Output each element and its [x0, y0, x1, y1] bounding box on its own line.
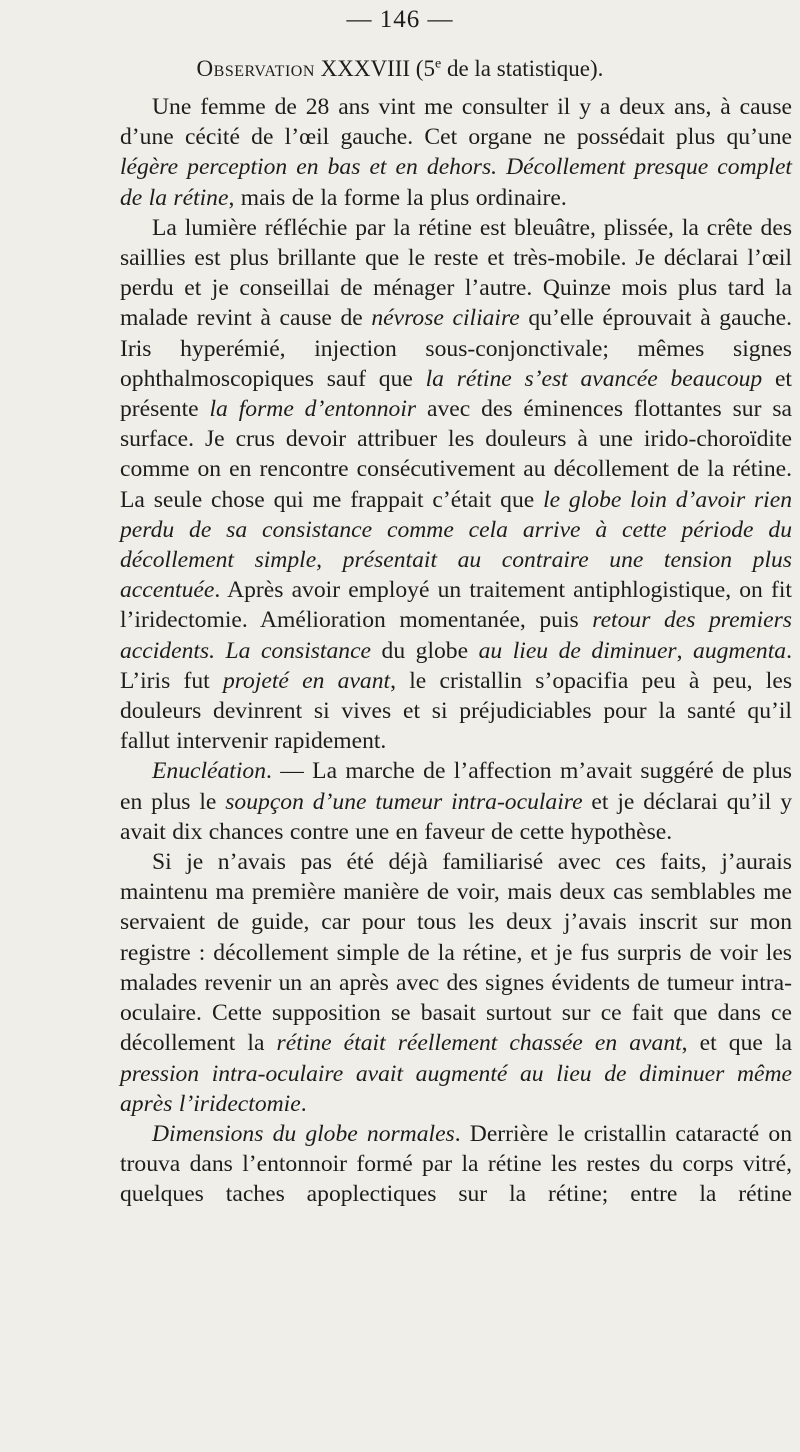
italic-text-segment: la rétine s’est avancée beaucoup [425, 365, 763, 392]
italic-text-segment: légère perception en bas et en dehors. Décollement presque complet de la rétine [120, 154, 792, 211]
italic-text-segment: le globe loin d’avoir rien perdu de sa consistance comme cela arrive à cette période du décollement simple, présentait au contraire une tension plus accentuée [120, 486, 792, 604]
paragraph-case-intro [120, 92, 792, 213]
text-segment: . Derrière le cristallin cataracté on trouva dans l’entonnoir formé par la rétine les restes du corps vitré, quelques taches apoplectiques sur la rétine; entre la rétine [120, 1120, 792, 1208]
page-number: — 146 — [346, 6, 454, 33]
italic-text-segment: Dimensions du globe normales [152, 1120, 455, 1147]
text-segment: . L’iris fut [120, 637, 792, 694]
paragraph-dimensions [120, 1119, 792, 1210]
text-segment: qu’elle éprouvait à gauche. Iris hyperémié, injection sous-conjonctivale; mêmes signes ophthalmoscopiques sauf que [120, 305, 793, 392]
italic-text-segment: au lieu de diminuer [478, 637, 677, 664]
paragraph-diagnosis-reasoning [120, 847, 792, 1119]
text-segment: , et que la [681, 1030, 793, 1057]
text-segment: du globe [371, 637, 479, 664]
text-segment: avec des éminences flottantes sur sa surface. Je crus devoir attribuer les douleurs à une irido-choroïdite comme on en rencontre consécutivement au décollement de la rétine. La seule chose qui me frappait c’était que [120, 396, 792, 513]
text-segment: , le cristallin s’opacifia peu à peu, les douleurs devinrent si vives et si préjudiciables pour la santé qu’il fallut intervenir rapidement. [120, 667, 792, 755]
paragraph-enucleation [120, 756, 792, 847]
text-segment: et présente [120, 365, 792, 423]
italic-text-segment: Enucléation [152, 758, 267, 785]
text-segment: . [300, 1090, 307, 1117]
italic-text-segment: rétine était réellement chassée en avant [276, 1030, 682, 1057]
observation-heading [0, 56, 800, 82]
text-segment: , [676, 637, 694, 664]
text-segment: Une femme de 28 ans vint me consulter il y a deux ans, à cause d’une cécité de l’œil gauche. Cet organe ne possédait plus qu’une [120, 94, 792, 151]
italic-text-segment: pression intra-oculaire avait augmenté au lieu de diminuer même après l’iridectomie [120, 1060, 792, 1117]
body-text [120, 92, 792, 1210]
italic-text-segment: projeté en avant [222, 667, 391, 694]
text-segment: . Après avoir employé un traitement antiphlogistique, on fit l’iridectomie. Amélioration momentanée, puis [120, 577, 792, 634]
text-segment: La lumière réfléchie par la rétine est bleuâtre, plissée, la crête des saillies est plus brillante que le reste et très-mobile. Je déclarai l’œil perdu et je conseillai de ménager l’autre. Quinze mois plus tard la malade revint à cause de [120, 214, 792, 332]
italic-text-segment: névrose ciliaire [371, 305, 520, 332]
heading-superscript: e [434, 56, 442, 72]
italic-text-segment: retour des premiers accidents. La consistance [120, 607, 792, 664]
text-segment: , mais de la forme la plus ordinaire. [228, 184, 567, 211]
text-segment: et je déclarai qu’il y avait dix chances contre une en faveur de cette hypothèse. [120, 788, 792, 845]
heading-label: Observation [196, 56, 315, 81]
heading-suffix: de la statistique). [441, 56, 604, 81]
paragraph-clinical-course [120, 213, 792, 757]
text-segment: . — La marche de l’affection m’avait suggéré de plus en plus le [120, 758, 792, 815]
italic-text-segment: soupçon d’une tumeur intra-oculaire [225, 788, 583, 815]
text-segment: Si je n’avais pas été déjà familiarisé avec ces faits, j’aurais maintenu ma première manière de voir, mais deux cas semblables me servaient de guide, car pour tous les deux j’avais inscrit sur mon registre : décollement simple de la rétine, et je fus surpris de voir les malades revenir un an après avec des signes évidents de tumeur intra-oculaire. Cette supposition se basait surtout sur ce fait que dans ce décollement la [120, 849, 792, 1057]
italic-text-segment: augmenta [693, 637, 787, 664]
heading-number: XXXVIII (5 [314, 56, 435, 81]
italic-text-segment: la forme d’entonnoir [209, 396, 417, 423]
